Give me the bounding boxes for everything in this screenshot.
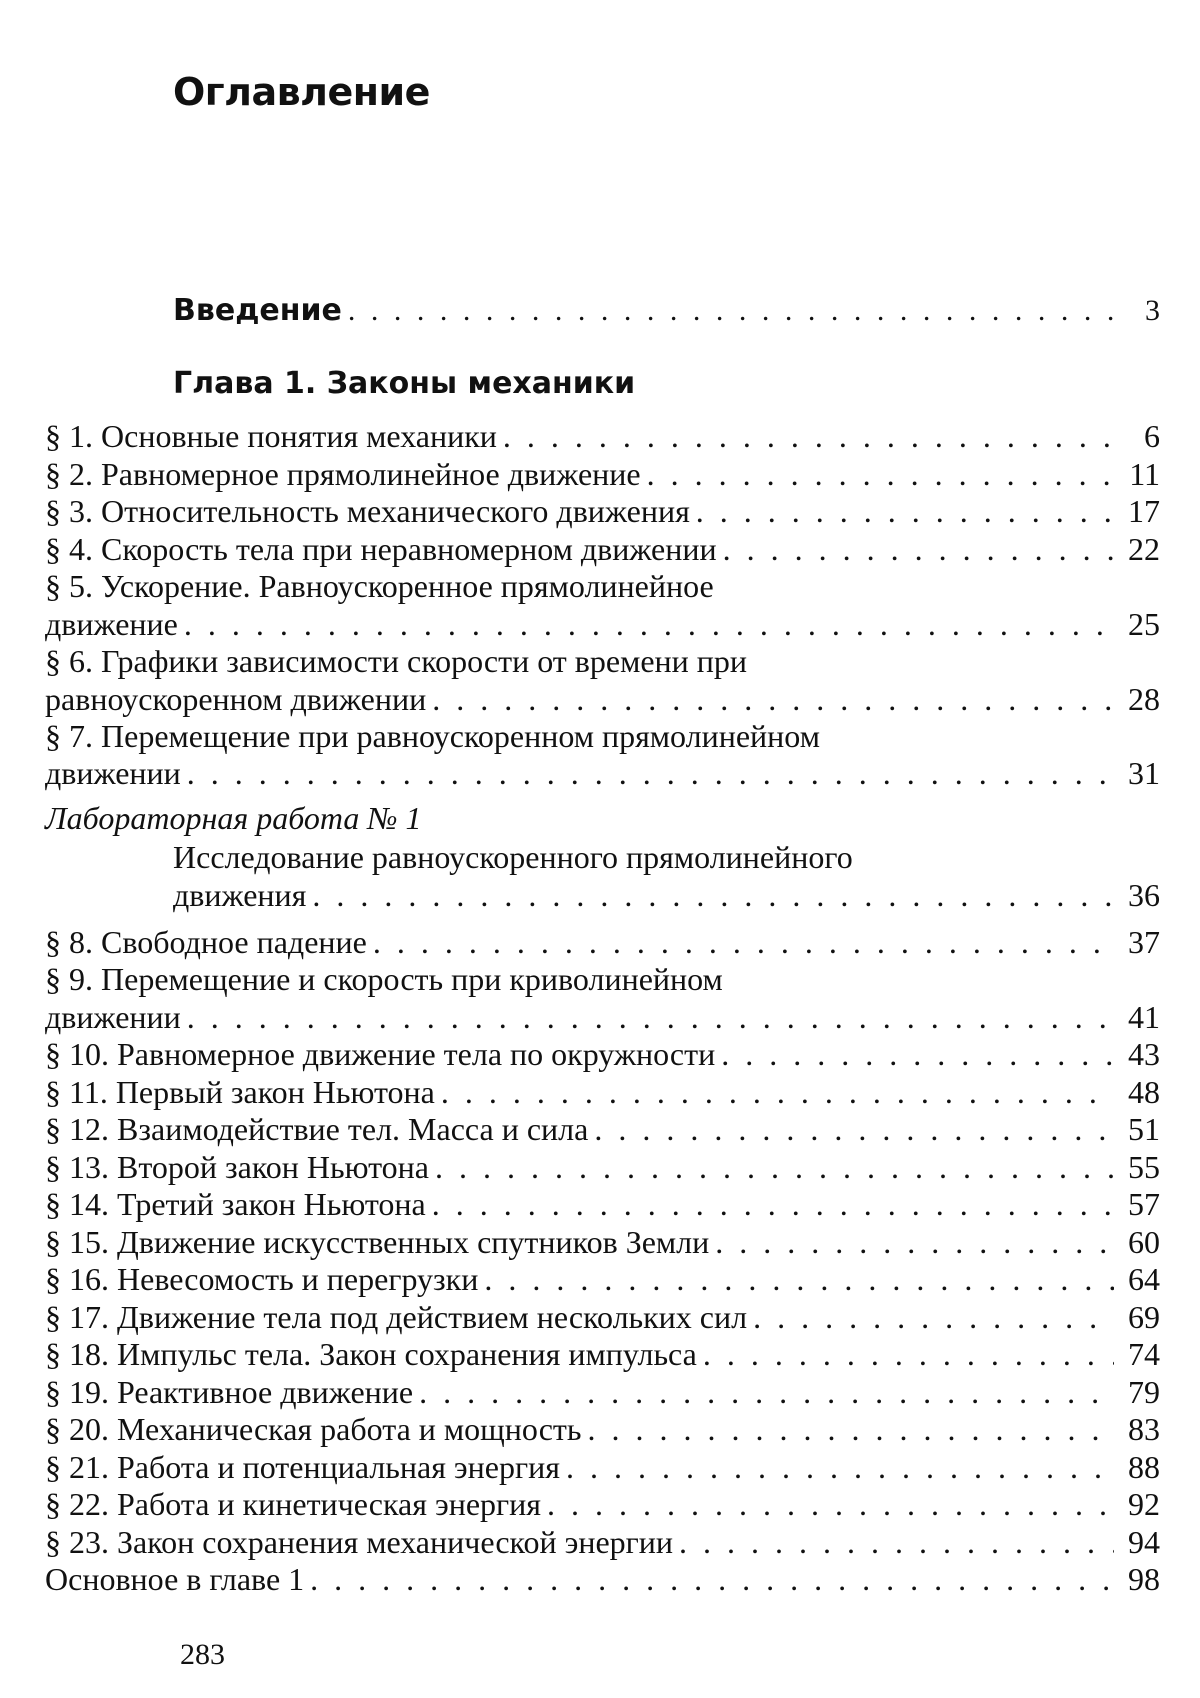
toc-page-number: 31 bbox=[1128, 755, 1160, 791]
toc-page-number: 60 bbox=[1128, 1224, 1160, 1260]
leader-dots bbox=[647, 455, 1114, 493]
toc-entry-title: § 3. Относительность механического движения bbox=[45, 493, 690, 529]
toc-entry-title: § 10. Равномерное движение тела по окружности bbox=[45, 1036, 716, 1072]
lab-work-title: Лабораторная работа № 1 bbox=[45, 800, 422, 836]
leader-dots bbox=[594, 1110, 1114, 1148]
toc-page-number: 55 bbox=[1128, 1149, 1160, 1185]
leader-dots bbox=[503, 417, 1114, 455]
leader-dots bbox=[432, 1185, 1114, 1223]
toc-page-number: 37 bbox=[1128, 924, 1160, 960]
toc-entry bbox=[45, 1185, 1160, 1223]
leader-dots bbox=[721, 1035, 1114, 1073]
leader-dots bbox=[419, 1373, 1114, 1411]
lab-work-line1: Исследование равноускоренного прямолинейного bbox=[173, 839, 853, 875]
toc-page-number: 94 bbox=[1128, 1524, 1160, 1560]
toc-entry-title: § 13. Второй закон Ньютона bbox=[45, 1149, 429, 1185]
toc-entry bbox=[45, 1410, 1160, 1448]
leader-dots bbox=[441, 1073, 1114, 1111]
toc-entry-title: § 2. Равномерное прямолинейное движение bbox=[45, 456, 641, 492]
toc-entry bbox=[45, 1148, 1160, 1186]
toc-entry-title: § 1. Основные понятия механики bbox=[45, 418, 497, 454]
leader-dots bbox=[484, 1260, 1114, 1298]
toc-entry bbox=[45, 1110, 1160, 1148]
toc-entry-intro bbox=[173, 292, 1160, 330]
leader-dots bbox=[566, 1448, 1114, 1486]
toc-page-number: 88 bbox=[1128, 1449, 1160, 1485]
toc-entry bbox=[45, 998, 1160, 1036]
toc-page-number: 51 bbox=[1128, 1111, 1160, 1147]
leader-dots bbox=[696, 492, 1114, 530]
toc-page-number: 36 bbox=[1128, 877, 1160, 913]
leader-dots bbox=[723, 530, 1114, 568]
toc-entry-title: § 11. Первый закон Ньютона bbox=[45, 1074, 435, 1110]
toc-entry-title: § 22. Работа и кинетическая энергия bbox=[45, 1486, 541, 1522]
toc-entry-title: § 21. Работа и потенциальная энергия bbox=[45, 1449, 560, 1485]
toc-entry bbox=[45, 1298, 1160, 1336]
toc-entry-title: движении bbox=[45, 999, 181, 1035]
leader-dots bbox=[373, 923, 1114, 961]
leader-dots bbox=[187, 754, 1114, 792]
toc-entry-title: движение bbox=[45, 606, 178, 642]
toc-page-number: 92 bbox=[1128, 1486, 1160, 1522]
toc-entry-title: § 17. Движение тела под действием нескольких сил bbox=[45, 1299, 748, 1335]
toc-page-number: 69 bbox=[1128, 1299, 1160, 1335]
toc-entry bbox=[45, 1223, 1160, 1261]
toc-entry-label: Введение bbox=[173, 293, 342, 328]
toc-entry-summary bbox=[45, 1560, 1160, 1598]
leader-dots bbox=[187, 998, 1114, 1036]
toc-entry bbox=[45, 605, 1160, 643]
toc-page-number: 64 bbox=[1128, 1261, 1160, 1297]
leader-dots bbox=[348, 292, 1114, 330]
toc-page-number: 17 bbox=[1128, 493, 1160, 529]
toc-entry-line1: § 5. Ускорение. Равноускоренное прямолинейное bbox=[45, 568, 714, 604]
leader-dots bbox=[310, 1560, 1114, 1598]
toc-entry-title: § 14. Третий закон Ньютона bbox=[45, 1186, 426, 1222]
leader-dots bbox=[715, 1223, 1114, 1261]
toc-entry-title: § 15. Движение искусственных спутников Земли bbox=[45, 1224, 710, 1260]
toc-entry-title: § 19. Реактивное движение bbox=[45, 1374, 414, 1410]
leader-dots bbox=[432, 680, 1114, 718]
toc-entry bbox=[45, 1448, 1160, 1486]
leader-dots bbox=[547, 1485, 1114, 1523]
toc-entry bbox=[45, 1485, 1160, 1523]
toc-entry bbox=[45, 492, 1160, 530]
toc-page-number: 6 bbox=[1144, 418, 1160, 454]
toc-entry-title: Основное в главе 1 bbox=[45, 1561, 305, 1597]
toc-page-number: 83 bbox=[1128, 1411, 1160, 1447]
toc-entry-line1: § 6. Графики зависимости скорости от времени при bbox=[45, 643, 748, 679]
toc-entry bbox=[45, 680, 1160, 718]
toc-page-number: 74 bbox=[1128, 1336, 1160, 1372]
page-title: Оглавление bbox=[173, 70, 430, 114]
toc-entry-title: § 16. Невесомость и перегрузки bbox=[45, 1261, 479, 1297]
toc-page-number: 79 bbox=[1128, 1374, 1160, 1410]
toc-entry bbox=[45, 1073, 1160, 1111]
toc-entry-title: движении bbox=[45, 755, 181, 791]
toc-entry bbox=[45, 417, 1160, 455]
leader-dots bbox=[703, 1335, 1114, 1373]
leader-dots bbox=[679, 1523, 1114, 1561]
toc-entry-line1: § 7. Перемещение при равноускоренном прямолинейном bbox=[45, 718, 820, 754]
toc-entry-title: § 20. Механическая работа и мощность bbox=[45, 1411, 582, 1447]
toc-page-number: 43 bbox=[1128, 1036, 1160, 1072]
toc-entry-lab bbox=[173, 876, 1160, 914]
toc-entry-title: равноускоренном движении bbox=[45, 681, 427, 717]
toc-entry bbox=[45, 754, 1160, 792]
leader-dots bbox=[312, 876, 1114, 914]
toc-page-number: 22 bbox=[1128, 531, 1160, 567]
toc-entry bbox=[45, 1035, 1160, 1073]
toc-entry-title: § 4. Скорость тела при неравномерном движении bbox=[45, 531, 717, 567]
toc-entry-title: § 12. Взаимодействие тел. Масса и сила bbox=[45, 1111, 589, 1147]
toc-entry bbox=[45, 1373, 1160, 1411]
page-number: 283 bbox=[180, 1638, 225, 1671]
toc-entry-title: § 18. Импульс тела. Закон сохранения импульса bbox=[45, 1336, 697, 1372]
toc-entry bbox=[45, 1260, 1160, 1298]
toc-entry bbox=[45, 1523, 1160, 1561]
toc-entry-title: § 23. Закон сохранения механической энергии bbox=[45, 1524, 674, 1560]
toc-page-number: 3 bbox=[1145, 294, 1160, 327]
toc-entry-line1: § 9. Перемещение и скорость при криволинейном bbox=[45, 961, 723, 997]
toc-entry bbox=[45, 455, 1160, 493]
toc-page-number: 98 bbox=[1128, 1561, 1160, 1597]
toc-page-number: 11 bbox=[1129, 456, 1160, 492]
toc-entry-title: § 8. Свободное падение bbox=[45, 924, 367, 960]
toc-entry bbox=[45, 530, 1160, 568]
toc-page-number: 48 bbox=[1128, 1074, 1160, 1110]
leader-dots bbox=[435, 1148, 1114, 1186]
toc-entry bbox=[45, 923, 1160, 961]
leader-dots bbox=[753, 1298, 1114, 1336]
toc-entry bbox=[45, 1335, 1160, 1373]
toc-page-number: 41 bbox=[1128, 999, 1160, 1035]
toc-entry-title: движения bbox=[173, 877, 307, 913]
leader-dots bbox=[587, 1410, 1114, 1448]
toc-page-number: 57 bbox=[1128, 1186, 1160, 1222]
toc-page-number: 28 bbox=[1128, 681, 1160, 717]
toc-page-number: 25 bbox=[1128, 606, 1160, 642]
chapter-heading: Глава 1. Законы механики bbox=[173, 366, 636, 401]
leader-dots bbox=[184, 605, 1114, 643]
